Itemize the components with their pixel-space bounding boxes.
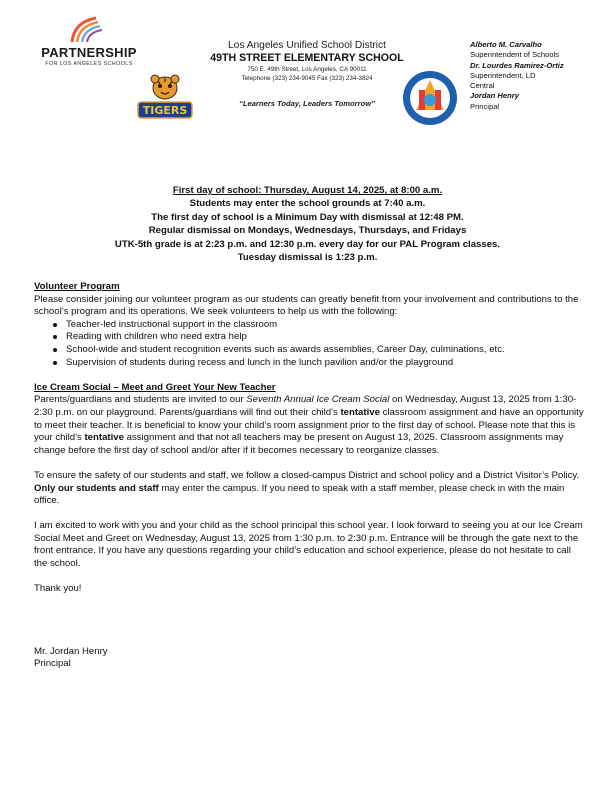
volunteer-heading: Volunteer Program xyxy=(34,281,120,292)
list-item: Supervision of students during recess and lunch in the lunch pavilion and/or the playground xyxy=(34,357,584,370)
administrators-list xyxy=(470,40,610,112)
icecream-paragraph xyxy=(34,394,584,457)
announcement-line: Regular dismissal on Mondays, Wednesdays, Thursdays, and Fridays xyxy=(148,225,467,237)
school-header xyxy=(196,40,418,108)
admin-title: Superintendent of Schools xyxy=(470,50,560,60)
tigers-mascot-logo xyxy=(134,72,196,122)
text-run: Parents/guardians and students are invited to our xyxy=(34,394,247,406)
volunteer-list xyxy=(34,319,584,369)
text-run-italic: Seventh Annual Ice Cream Social xyxy=(246,394,390,406)
letter-body xyxy=(34,281,584,671)
district-name: Los Angeles Unified School District xyxy=(228,40,386,51)
thanks-line: Thank you! xyxy=(34,583,82,595)
admin-name: Jordan Henry xyxy=(470,91,519,101)
closing-paragraph: I am excited to work with you and your child as the school principal this school year. I look forward to seeing you at our Ice Cream Social Meet and Greet on Wednesday, August 13, 2025 from 1:30 p.m. to 2:30 p.m. Entrance will be through the gate next to the front entrance. If you have any questions regarding your child’s education and school experience, please do not hesitate to call the school. xyxy=(34,520,583,570)
lausd-seal-icon xyxy=(402,70,458,126)
admin-title: Superintendent, LD Central xyxy=(470,70,536,91)
tiger-icon xyxy=(134,72,196,122)
list-item: School-wide and student recognition events such as awards assemblies, Career Day, culminations, etc. xyxy=(34,344,584,357)
announcement-line: The first day of school is a Minimum Day with dismissal at 12:48 PM. xyxy=(151,211,464,223)
list-item: Teacher-led instructional support in the classroom xyxy=(34,319,584,332)
tigers-text: TIGERS xyxy=(142,104,188,117)
text-run: may enter the campus. If you need to speak with a staff member, please check in with the main office. xyxy=(34,482,565,507)
school-motto: “Learners Today, Leaders Tomorrow” xyxy=(239,99,375,108)
volunteer-intro: Please consider joining our volunteer program as our students can greatly benefit from your involvement and contributions to the school’s program and its operations. We seek volunteers to help us with the following: xyxy=(34,293,579,318)
text-run: classroom assignment and have an opportunity to meet their teacher. It is beneficial to know your child’s room assignment prior to the first day of school. Please note that this is your child’s xyxy=(34,406,584,444)
list-item: Reading with children who need extra help xyxy=(34,331,584,344)
text-run: on Wednesday, August 13, 2025 from 1:30-2:30 p.m. on our playground. Parents/guardians will find out their child’s xyxy=(34,394,577,418)
icecream-heading: Ice Cream Social – Meet and Greet Your New Teacher xyxy=(34,381,276,393)
announcement-line: UTK-5th grade is at 2:23 p.m. and 12:30 p.m. every day for our PAL Program classes. xyxy=(114,238,501,250)
school-name: 49TH STREET ELEMENTARY SCHOOL xyxy=(210,52,404,64)
signature-title: Principal xyxy=(34,658,71,670)
admin-name: Alberto M. Carvalho xyxy=(470,40,542,49)
announcement-line: Students may enter the school grounds at 7:40 a.m. xyxy=(189,198,426,210)
first-day-announcement xyxy=(20,184,595,264)
text-run-bold: tentative xyxy=(340,406,380,418)
admin-title: Principal xyxy=(470,101,500,111)
text-run: To ensure the safety of our students and staff, we follow a closed-campus District and school policy and a District Visitor’s Policy. xyxy=(34,469,580,481)
lausd-seal xyxy=(402,70,458,126)
partnership-subtitle: FOR LOS ANGELES SCHOOLS xyxy=(45,61,133,67)
announcement-line: First day of school: Thursday, August 14, 2025, at 8:00 a.m. xyxy=(172,185,443,196)
signature-name: Mr. Jordan Henry xyxy=(34,645,108,657)
partnership-wordmark: PARTNERSHIP xyxy=(41,45,137,60)
admin-name: Dr. Lourdes Ramirez-Ortiz xyxy=(470,60,564,70)
partnership-logo xyxy=(30,14,148,70)
text-run-bold: Only our students and staff xyxy=(34,482,159,494)
text-run-bold: tentative xyxy=(84,432,124,444)
school-phone: Telephone (323) 234-9045 Fax (323) 234-3824 xyxy=(241,75,373,82)
partnership-swoosh-icon xyxy=(68,14,110,44)
text-run: assignment and that not all teachers may be present on August 13, 2025. Classroom assignments may change before the first day of school and/or after if it becomes necessary to reorganize classes. xyxy=(34,432,564,456)
safety-paragraph xyxy=(34,470,584,508)
announcement-line: Tuesday dismissal is 1:23 p.m. xyxy=(237,252,378,264)
school-address: 750 E. 49th Street, Los Angeles, CA 90011 xyxy=(247,66,367,73)
